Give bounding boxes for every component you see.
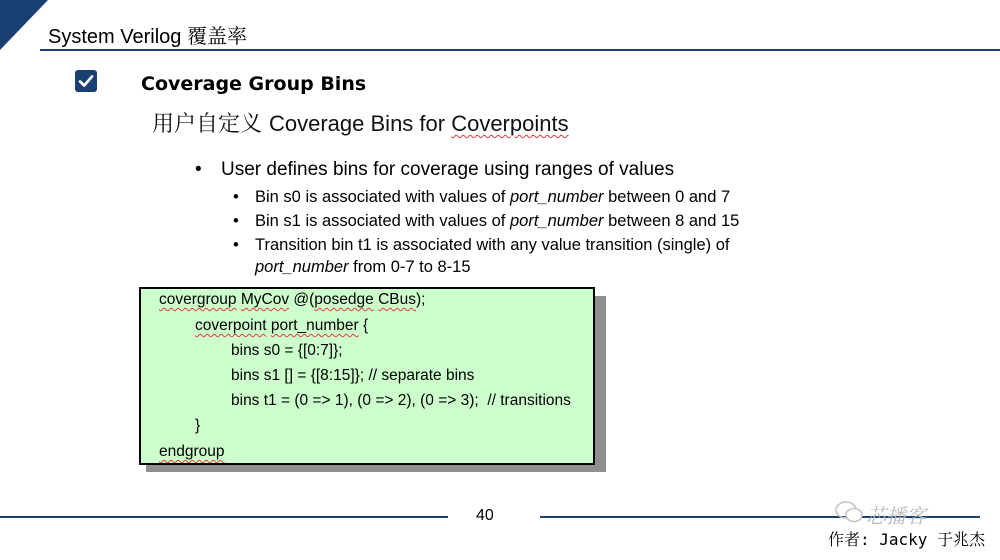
sub-bullet-text: Bin s0 is associated with values of	[255, 188, 510, 206]
code-token: CBus	[378, 291, 416, 308]
sub-bullet-text: from 0-7 to 8-15	[348, 258, 471, 276]
header-rule	[40, 49, 1000, 51]
subtitle-underlined: Coverpoints	[451, 111, 569, 136]
code-token: endgroup	[159, 443, 225, 460]
checkbox-icon	[75, 70, 97, 92]
code-line-coverpoint	[195, 317, 368, 335]
watermark-text: 芯播客	[866, 504, 926, 528]
sub-bullet-text: Bin s1 is associated with values of	[255, 212, 510, 230]
section-title: Coverage Group Bins	[141, 73, 367, 95]
bullet-main	[195, 158, 775, 278]
sub-bullet-t1	[229, 234, 775, 278]
code-line-endgroup	[159, 443, 225, 461]
sub-bullet-text: Transition bin t1 is associated with any value transition (single) of	[255, 236, 730, 254]
sub-bullet-em: port_number	[509, 188, 604, 206]
code-token: );	[416, 291, 426, 308]
sub-bullet-s0	[229, 186, 775, 208]
code-token: coverpoint	[195, 317, 267, 334]
code-token: covergroup	[159, 291, 237, 308]
header-title: System Verilog 覆盖率	[48, 26, 247, 48]
footer-rule-left	[0, 516, 448, 518]
code-box	[139, 287, 595, 465]
code-token: {	[358, 317, 369, 334]
code-token: MyCov	[240, 291, 290, 308]
bullet-main-text: User defines bins for coverage using ranges of values	[221, 159, 675, 180]
header-corner-triangle	[0, 0, 48, 50]
page-number: 40	[476, 507, 494, 524]
sub-bullet-text: between 8 and 15	[603, 212, 740, 230]
code-token: posedge	[314, 291, 374, 308]
sub-bullet-text: between 0 and 7	[603, 188, 731, 206]
checkmark-icon	[78, 73, 94, 89]
sub-bullet-s1	[229, 210, 775, 232]
code-line-bins-s0: bins s0 = {[0:7]};	[231, 342, 343, 359]
code-token: port_number	[270, 317, 359, 334]
sub-bullet-list	[229, 186, 775, 278]
subtitle-middle: Coverage Bins for	[269, 111, 452, 136]
code-line-close-brace: }	[195, 417, 201, 434]
slide-subtitle	[152, 107, 569, 138]
code-line-covergroup	[159, 291, 425, 309]
code-line-bins-t1: bins t1 = (0 => 1), (0 => 2), (0 => 3); // transitions	[231, 392, 571, 409]
sub-bullet-em: port_number	[509, 212, 604, 230]
watermark-chat-icon	[834, 499, 864, 525]
subtitle-prefix: 用户自定义	[152, 112, 269, 137]
sub-bullet-em: port_number	[255, 258, 349, 276]
author-credit: 作者: Jacky 于兆杰	[828, 530, 986, 549]
bullet-list	[195, 158, 775, 280]
code-token: @(	[289, 291, 315, 308]
code-line-bins-s1: bins s1 [] = {[8:15]}; // separate bins	[231, 367, 475, 384]
